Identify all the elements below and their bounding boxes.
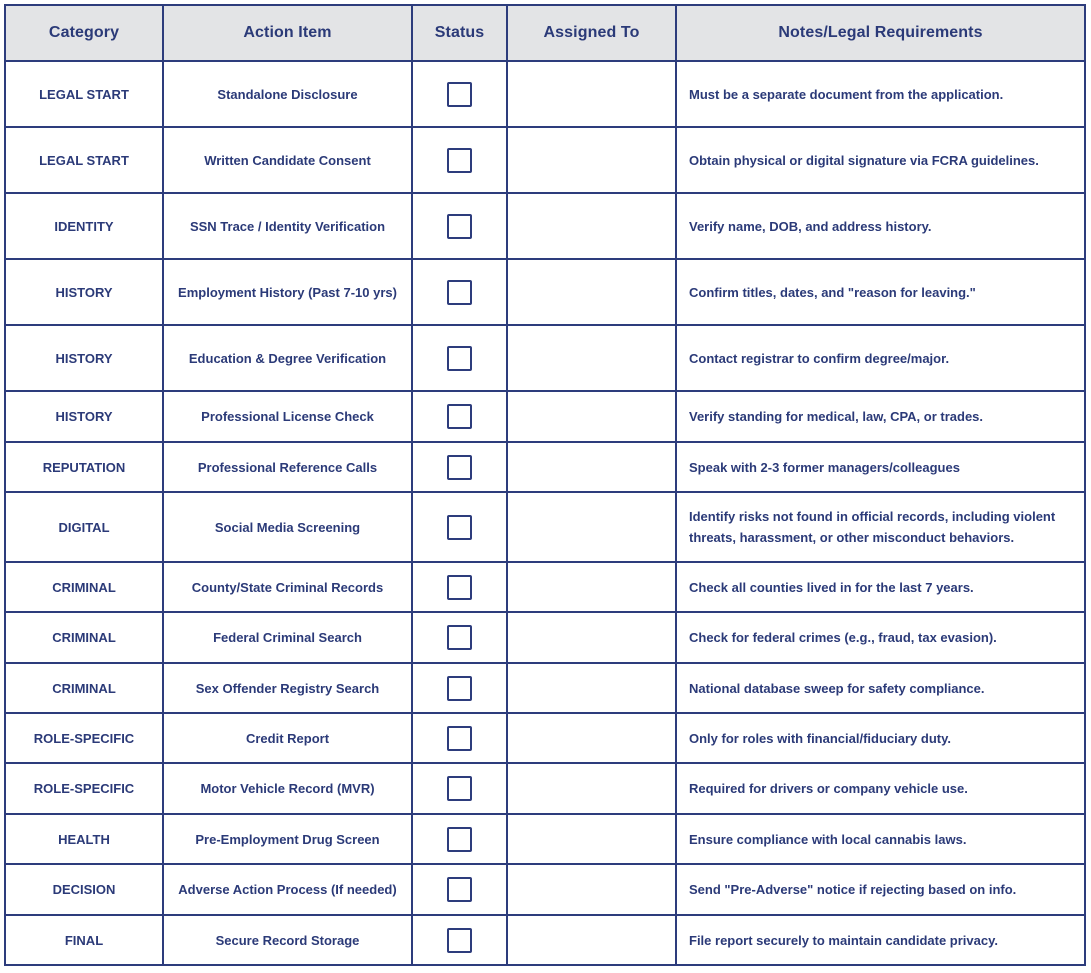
status-checkbox[interactable] bbox=[447, 148, 472, 173]
category-cell: ROLE-SPECIFIC bbox=[5, 763, 163, 814]
header-action-item: Action Item bbox=[163, 5, 412, 61]
status-checkbox[interactable] bbox=[447, 827, 472, 852]
category-cell: HISTORY bbox=[5, 259, 163, 325]
status-cell bbox=[412, 442, 507, 492]
table-row bbox=[5, 442, 1085, 492]
table-row bbox=[5, 127, 1085, 193]
status-cell bbox=[412, 325, 507, 391]
status-checkbox[interactable] bbox=[447, 928, 472, 953]
table-row bbox=[5, 814, 1085, 864]
category-cell: CRIMINAL bbox=[5, 612, 163, 663]
status-checkbox[interactable] bbox=[447, 455, 472, 480]
category-cell: IDENTITY bbox=[5, 193, 163, 259]
table-row bbox=[5, 763, 1085, 814]
action-item-cell: Employment History (Past 7-10 yrs) bbox=[163, 259, 412, 325]
action-item-cell: County/State Criminal Records bbox=[163, 562, 412, 612]
notes-cell: Verify standing for medical, law, CPA, or trades. bbox=[676, 391, 1085, 442]
assigned-to-cell[interactable] bbox=[507, 325, 676, 391]
status-checkbox[interactable] bbox=[447, 404, 472, 429]
table-row bbox=[5, 612, 1085, 663]
table-row bbox=[5, 193, 1085, 259]
status-checkbox[interactable] bbox=[447, 346, 472, 371]
status-cell bbox=[412, 612, 507, 663]
assigned-to-cell[interactable] bbox=[507, 61, 676, 127]
category-cell: HEALTH bbox=[5, 814, 163, 864]
assigned-to-cell[interactable] bbox=[507, 763, 676, 814]
assigned-to-cell[interactable] bbox=[507, 814, 676, 864]
notes-cell: Send "Pre-Adverse" notice if rejecting based on info. bbox=[676, 864, 1085, 915]
category-cell: HISTORY bbox=[5, 391, 163, 442]
status-cell bbox=[412, 663, 507, 713]
action-item-cell: Education & Degree Verification bbox=[163, 325, 412, 391]
status-cell bbox=[412, 713, 507, 763]
category-cell: FINAL bbox=[5, 915, 163, 965]
notes-cell: Ensure compliance with local cannabis laws. bbox=[676, 814, 1085, 864]
status-checkbox[interactable] bbox=[447, 515, 472, 540]
category-cell: REPUTATION bbox=[5, 442, 163, 492]
status-cell bbox=[412, 193, 507, 259]
status-cell bbox=[412, 259, 507, 325]
action-item-cell: Social Media Screening bbox=[163, 492, 412, 562]
notes-cell: Speak with 2-3 former managers/colleagues bbox=[676, 442, 1085, 492]
category-cell: LEGAL START bbox=[5, 61, 163, 127]
notes-cell: Identify risks not found in official records, including violent threats, harassment, or other misconduct behaviors. bbox=[676, 492, 1085, 562]
assigned-to-cell[interactable] bbox=[507, 127, 676, 193]
table-row bbox=[5, 562, 1085, 612]
table-row bbox=[5, 663, 1085, 713]
category-cell: HISTORY bbox=[5, 325, 163, 391]
assigned-to-cell[interactable] bbox=[507, 713, 676, 763]
notes-cell: Check all counties lived in for the last 7 years. bbox=[676, 562, 1085, 612]
notes-cell: Confirm titles, dates, and "reason for leaving." bbox=[676, 259, 1085, 325]
status-cell bbox=[412, 915, 507, 965]
status-checkbox[interactable] bbox=[447, 575, 472, 600]
action-item-cell: Secure Record Storage bbox=[163, 915, 412, 965]
table-row bbox=[5, 61, 1085, 127]
header-row bbox=[5, 5, 1085, 61]
action-item-cell: Professional License Check bbox=[163, 391, 412, 442]
category-cell: LEGAL START bbox=[5, 127, 163, 193]
notes-cell: Must be a separate document from the application. bbox=[676, 61, 1085, 127]
action-item-cell: Adverse Action Process (If needed) bbox=[163, 864, 412, 915]
status-checkbox[interactable] bbox=[447, 280, 472, 305]
status-cell bbox=[412, 492, 507, 562]
notes-cell: Required for drivers or company vehicle use. bbox=[676, 763, 1085, 814]
table-row bbox=[5, 325, 1085, 391]
assigned-to-cell[interactable] bbox=[507, 492, 676, 562]
status-cell bbox=[412, 391, 507, 442]
header-assigned-to: Assigned To bbox=[507, 5, 676, 61]
status-cell bbox=[412, 864, 507, 915]
action-item-cell: Pre-Employment Drug Screen bbox=[163, 814, 412, 864]
status-cell bbox=[412, 814, 507, 864]
checklist-table bbox=[4, 4, 1086, 966]
assigned-to-cell[interactable] bbox=[507, 562, 676, 612]
assigned-to-cell[interactable] bbox=[507, 864, 676, 915]
action-item-cell: Sex Offender Registry Search bbox=[163, 663, 412, 713]
action-item-cell: Motor Vehicle Record (MVR) bbox=[163, 763, 412, 814]
notes-cell: Verify name, DOB, and address history. bbox=[676, 193, 1085, 259]
category-cell: CRIMINAL bbox=[5, 663, 163, 713]
assigned-to-cell[interactable] bbox=[507, 391, 676, 442]
action-item-cell: Credit Report bbox=[163, 713, 412, 763]
status-checkbox[interactable] bbox=[447, 726, 472, 751]
action-item-cell: Professional Reference Calls bbox=[163, 442, 412, 492]
notes-cell: National database sweep for safety compliance. bbox=[676, 663, 1085, 713]
table-header bbox=[5, 5, 1085, 61]
status-cell bbox=[412, 562, 507, 612]
table-body bbox=[5, 61, 1085, 965]
notes-cell: Only for roles with financial/fiduciary duty. bbox=[676, 713, 1085, 763]
status-checkbox[interactable] bbox=[447, 82, 472, 107]
notes-cell: Obtain physical or digital signature via FCRA guidelines. bbox=[676, 127, 1085, 193]
category-cell: CRIMINAL bbox=[5, 562, 163, 612]
assigned-to-cell[interactable] bbox=[507, 915, 676, 965]
status-checkbox[interactable] bbox=[447, 676, 472, 701]
status-cell bbox=[412, 763, 507, 814]
category-cell: DECISION bbox=[5, 864, 163, 915]
assigned-to-cell[interactable] bbox=[507, 193, 676, 259]
notes-cell: Contact registrar to confirm degree/major. bbox=[676, 325, 1085, 391]
table-row bbox=[5, 915, 1085, 965]
action-item-cell: Written Candidate Consent bbox=[163, 127, 412, 193]
table-row bbox=[5, 864, 1085, 915]
action-item-cell: Federal Criminal Search bbox=[163, 612, 412, 663]
notes-cell: File report securely to maintain candidate privacy. bbox=[676, 915, 1085, 965]
table-row bbox=[5, 492, 1085, 562]
status-checkbox[interactable] bbox=[447, 625, 472, 650]
action-item-cell: SSN Trace / Identity Verification bbox=[163, 193, 412, 259]
header-status: Status bbox=[412, 5, 507, 61]
table-row bbox=[5, 713, 1085, 763]
header-notes: Notes/Legal Requirements bbox=[676, 5, 1085, 61]
category-cell: DIGITAL bbox=[5, 492, 163, 562]
notes-cell: Check for federal crimes (e.g., fraud, tax evasion). bbox=[676, 612, 1085, 663]
header-category: Category bbox=[5, 5, 163, 61]
assigned-to-cell[interactable] bbox=[507, 612, 676, 663]
status-cell bbox=[412, 61, 507, 127]
assigned-to-cell[interactable] bbox=[507, 442, 676, 492]
table-row bbox=[5, 391, 1085, 442]
status-checkbox[interactable] bbox=[447, 776, 472, 801]
category-cell: ROLE-SPECIFIC bbox=[5, 713, 163, 763]
status-checkbox[interactable] bbox=[447, 877, 472, 902]
assigned-to-cell[interactable] bbox=[507, 663, 676, 713]
assigned-to-cell[interactable] bbox=[507, 259, 676, 325]
table-row bbox=[5, 259, 1085, 325]
action-item-cell: Standalone Disclosure bbox=[163, 61, 412, 127]
status-checkbox[interactable] bbox=[447, 214, 472, 239]
status-cell bbox=[412, 127, 507, 193]
